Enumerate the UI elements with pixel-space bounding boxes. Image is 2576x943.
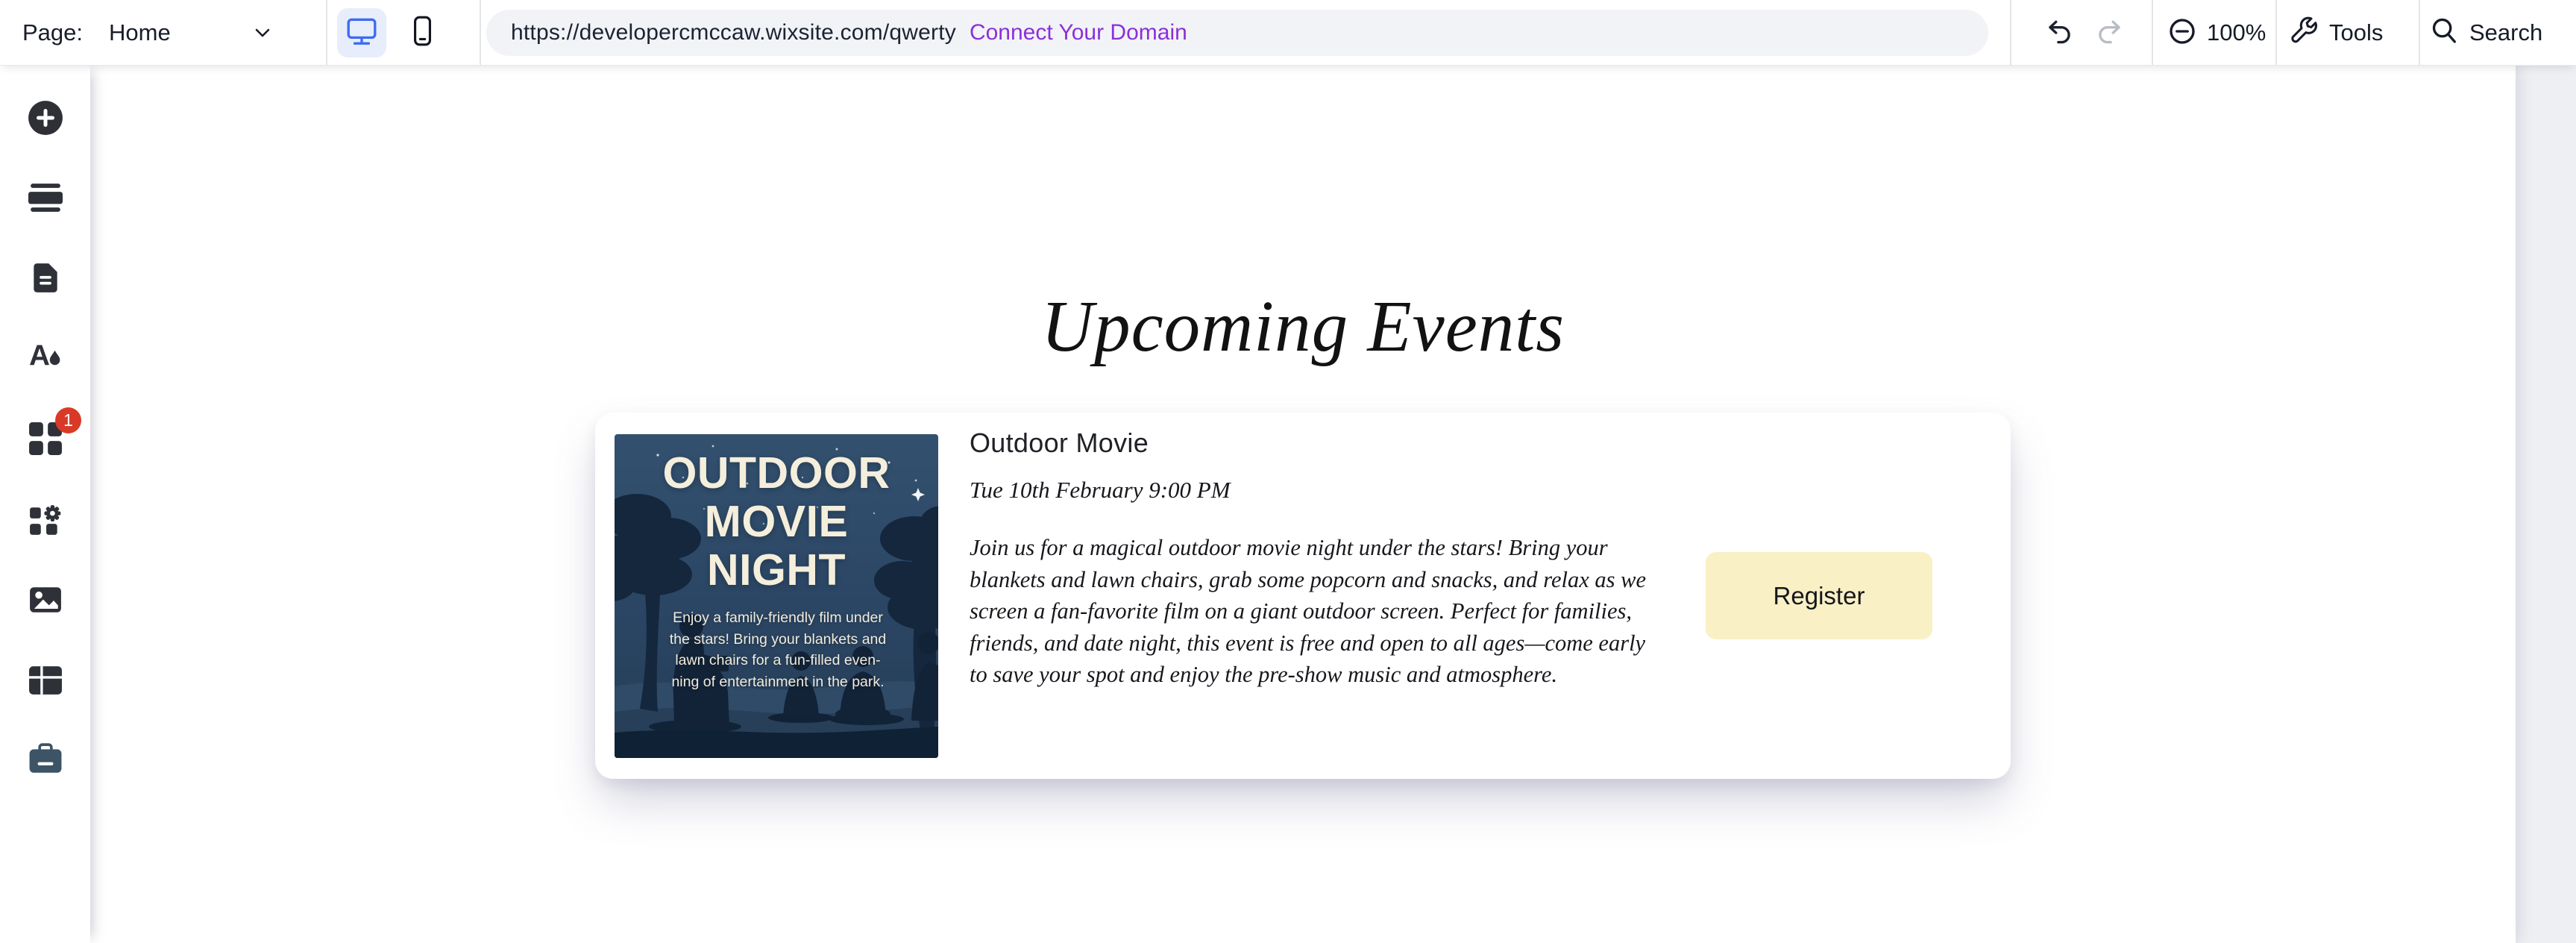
zoom-out-icon [2167,16,2197,50]
connect-domain-link[interactable]: Connect Your Domain [969,20,1187,45]
site-canvas [90,66,2516,943]
page-document-icon [29,261,62,299]
divider [2152,0,2153,65]
table-layout-icon [28,663,63,701]
search-icon [2430,16,2460,50]
page-value: Home [109,19,171,46]
wrench-icon [2288,16,2319,51]
briefcase-icon [28,742,63,780]
site-url: https://developercmccaw.wixsite.com/qwerty [511,20,956,45]
event-title[interactable]: Outdoor Movie [970,427,1149,458]
redo-icon [2093,18,2125,51]
undo-icon [2044,18,2076,51]
sidebar-item-installed-apps[interactable] [0,498,90,546]
editor-topbar [0,0,2576,66]
sidebar-item-cms[interactable] [0,658,90,706]
register-button[interactable]: Register [1706,552,1932,639]
sidebar-item-add-element[interactable] [0,95,90,143]
zoom-level: 100% [2207,19,2266,46]
page-label: Page: [22,19,84,46]
desktop-view-button[interactable] [337,8,386,57]
divider [2419,0,2420,65]
site-design-icon [28,338,63,376]
notification-badge: 1 [55,407,81,433]
site-url-bar[interactable] [486,10,1988,56]
editor-workspace [0,66,2576,943]
upcoming-events-heading[interactable]: Upcoming Events [1041,286,1565,366]
sidebar-item-site-design[interactable] [0,333,90,380]
chevron-down-icon [251,21,274,45]
page-selector[interactable] [22,0,274,66]
sidebar-item-media[interactable] [0,577,90,625]
sidebar-item-pages[interactable] [0,256,90,304]
poster-title: OUTDOOR MOVIE NIGHT [662,448,890,595]
sidebar-item-add-section[interactable] [0,175,90,223]
undo-button[interactable] [2043,18,2076,51]
svg-text:A: A [28,339,50,372]
desktop-monitor-icon [345,14,379,52]
poster-subtitle: Enjoy a family-friendly film under the stars! Bring your blankets and lawn chairs for a fun-filled even- ning of entertainment in the park. [669,610,887,690]
search-button[interactable] [2430,0,2542,66]
blocks-gear-icon [28,504,63,542]
event-card[interactable] [595,413,2011,779]
event-poster-image[interactable] [615,434,938,758]
event-description[interactable]: Join us for a magical outdoor movie night under the stars! Bring your blankets and lawn chairs, grab some popcorn and snacks, and relax as we screen a fan-favorite film on a giant outdoor screen. Perfect for families, friends, and date night, this event is free and open to all ages—come early to save your spot and enjoy the pre-show music and atmosphere. [970,535,1647,687]
redo-button[interactable] [2093,18,2126,51]
event-datetime[interactable]: Tue 10th February 9:00 PM [970,477,1231,503]
tools-label: Tools [2329,19,2384,46]
tools-button[interactable] [2288,0,2383,66]
sections-icon [28,181,63,219]
mobile-phone-icon [406,14,438,52]
divider [2275,0,2277,65]
editor-sidebar [0,66,90,943]
sidebar-item-business-tools[interactable] [0,737,90,785]
search-label: Search [2469,19,2543,46]
divider [480,0,481,65]
image-icon [28,583,63,621]
divider [326,0,327,65]
zoom-control[interactable] [2167,0,2266,66]
mobile-view-button[interactable] [401,12,443,54]
add-plus-icon [28,100,63,140]
divider [2010,0,2011,65]
